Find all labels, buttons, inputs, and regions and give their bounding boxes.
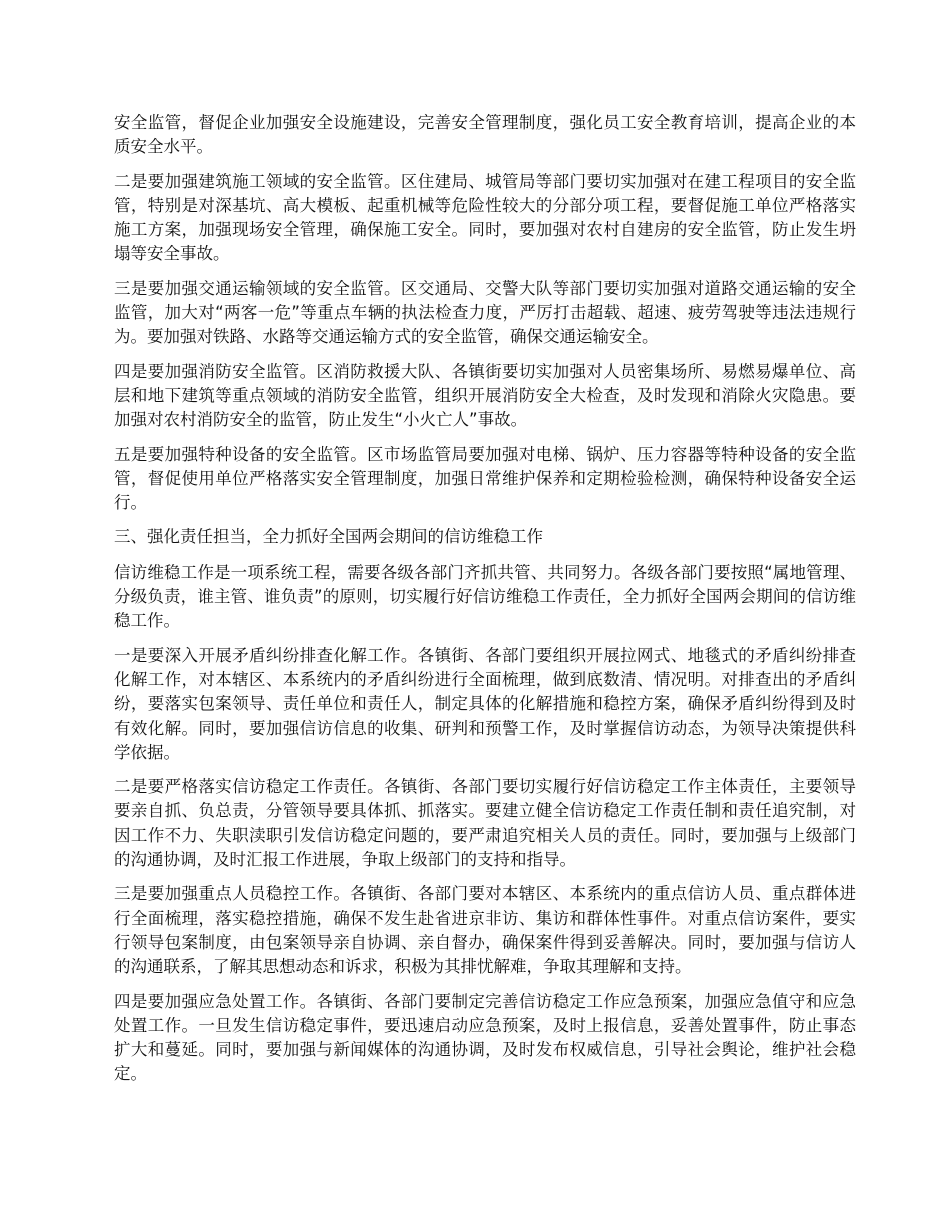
paragraph-special-equipment: 五是要加强特种设备的安全监管。区市场监管局要加强对电梯、锅炉、压力容器等特种设备的安全监管，督促使用单位严格落实安全管理制度，加强日常维护保养和定期检验检测，确保特种设备安全运行。 bbox=[114, 444, 856, 513]
paragraph-emergency-response: 四是要加强应急处置工作。各镇街、各部门要制定完善信访稳定工作应急预案，加强应急值守和应急处置工作。一旦发生信访稳定事件，要迅速启动应急预案，及时上报信息，妥善处置事件，防止事态扩大和蔓延。同时，要加强与新闻媒体的沟通协调，及时发布权威信息，引导社会舆论，维护社会稳定。 bbox=[114, 991, 856, 1084]
paragraph-transport-safety: 三是要加强交通运输领域的安全监管。区交通局、交警大队等部门要切实加强对道路交通运输的安全监管，加大对“两客一危”等重点车辆的执法检查力度，严厉打击超载、超速、疲劳驾驶等违法违规行为。要加强对铁路、水路等交通运输方式的安全监管，确保交通运输安全。 bbox=[114, 278, 856, 347]
document-page bbox=[114, 111, 856, 1097]
paragraph-dispute-resolution: 一是要深入开展矛盾纠纷排查化解工作。各镇街、各部门要组织开展拉网式、地毯式的矛盾纠纷排查化解工作，对本辖区、本系统内的矛盾纠纷进行全面梳理，做到底数清、情况明。对排查出的矛盾纠纷，要落实包案领导、责任单位和责任人，制定具体的化解措施和稳控方案，确保矛盾纠纷得到及时有效化解。同时，要加强信访信息的收集、研判和预警工作，及时掌握信访动态，为领导决策提供科学依据。 bbox=[114, 645, 856, 762]
paragraph-safety-supervision-continued: 安全监管，督促企业加强安全设施建设，完善安全管理制度，强化员工安全教育培训，提高企业的本质安全水平。 bbox=[114, 113, 856, 157]
paragraph-fire-safety: 四是要加强消防安全监管。区消防救援大队、各镇街要切实加强对人员密集场所、易燃易爆单位、高层和地下建筑等重点领域的消防安全监管，组织开展消防安全大检查，及时发现和消除火灾隐患。要加强对农村消防安全的监管，防止发生“小火亡人”事故。 bbox=[114, 361, 856, 430]
paragraph-petition-intro: 信访维稳工作是一项系统工程，需要各级各部门齐抓共管、共同努力。各级各部门要按照“属地管理、分级负责，谁主管、谁负责”的原则，切实履行好信访维稳工作责任，全力抓好全国两会期间的信访维稳工作。 bbox=[114, 562, 856, 631]
paragraph-construction-safety: 二是要加强建筑施工领域的安全监管。区住建局、城管局等部门要切实加强对在建工程项目的安全监管，特别是对深基坑、高大模板、起重机械等危险性较大的分部分项工程，要督促施工单位严格落实施工方案，加强现场安全管理，确保施工安全。同时，要加强对农村自建房的安全监管，防止发生坍塌等安全事故。 bbox=[114, 171, 856, 264]
paragraph-petition-responsibility: 二是要严格落实信访稳定工作责任。各镇街、各部门要切实履行好信访稳定工作主体责任，主要领导要亲自抓、负总责，分管领导要具体抓、抓落实。要建立健全信访稳定工作责任制和责任追究制，对因工作不力、失职渎职引发信访稳定问题的，要严肃追究相关人员的责任。同时，要加强与上级部门的沟通协调，及时汇报工作进展，争取上级部门的支持和指导。 bbox=[114, 777, 856, 870]
section-heading-petition-stability: 三、强化责任担当，全力抓好全国两会期间的信访维稳工作 bbox=[114, 527, 543, 547]
paragraph-key-personnel: 三是要加强重点人员稳控工作。各镇街、各部门要对本辖区、本系统内的重点信访人员、重点群体进行全面梳理，落实稳控措施，确保不发生赴省进京非访、集访和群体性事件。对重点信访案件，要实行领导包案制度，由包案领导亲自协调、亲自督办，确保案件得到妥善解决。同时，要加强与信访人的沟通联系，了解其思想动态和诉求，积极为其排忧解难，争取其理解和支持。 bbox=[114, 884, 856, 977]
